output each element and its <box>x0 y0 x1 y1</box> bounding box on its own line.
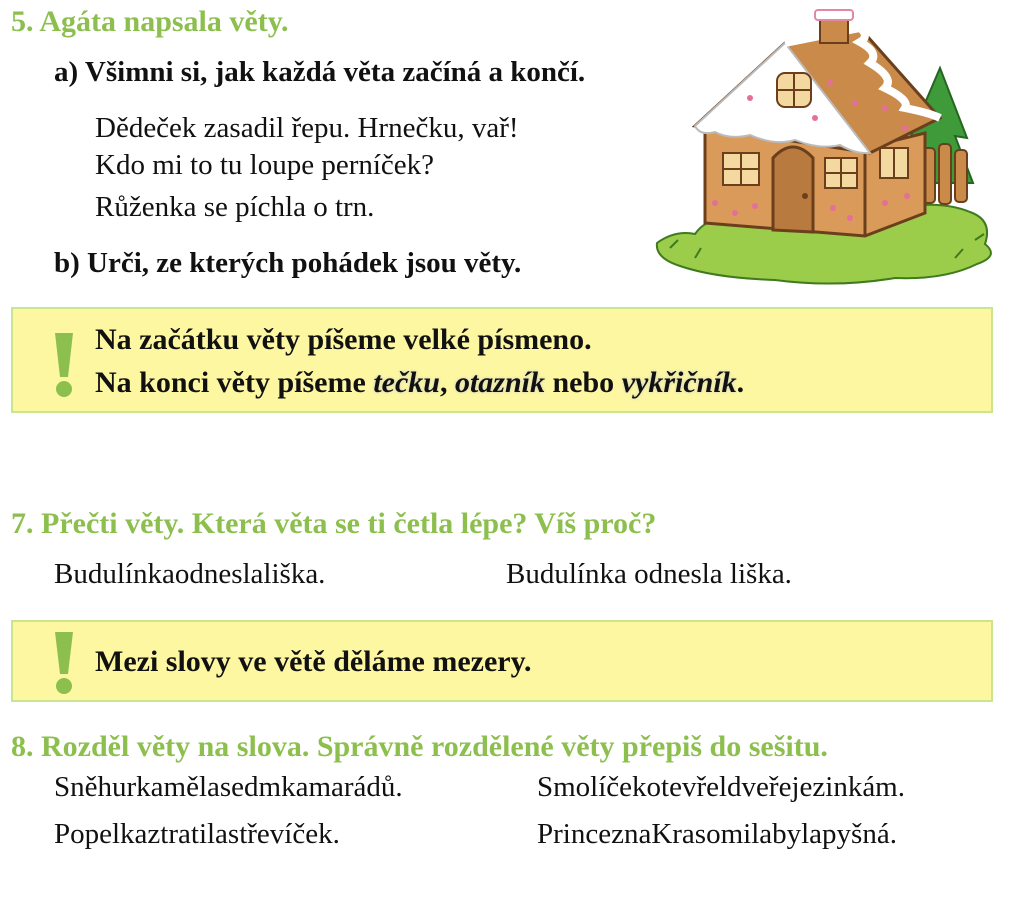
emphasized-word: vykřičník <box>621 366 737 399</box>
rule-text-part: . <box>736 366 745 399</box>
task-b <box>54 246 521 280</box>
rule-box <box>11 307 993 413</box>
rule-text-part: nebo <box>545 366 622 399</box>
task-a <box>54 55 585 89</box>
task-label: b) <box>54 247 80 279</box>
exclamation-icon <box>51 331 77 399</box>
exercise-7-heading <box>11 507 656 541</box>
sentence-row2-right: PrinceznaKrasomilabylapyšná. <box>537 818 897 850</box>
sentence-line-1: Dědeček zasadil řepu. Hrnečku, vař! <box>95 112 519 144</box>
rule-line-1: Na začátku věty píšeme velké písmeno. <box>95 323 592 356</box>
sentence-row1-left: Sněhurkamělasedmkamarádů. <box>54 771 403 803</box>
sentence-line-3: Růženka se píchla o trn. <box>95 191 375 223</box>
emphasized-word: otazník <box>454 366 545 399</box>
exercise-number: 8. <box>11 730 34 763</box>
rule-text-part: Na konci věty píšeme <box>95 366 374 399</box>
emphasized-word: tečku <box>373 366 440 399</box>
exercise-title: Přečti věty. Která věta se ti četla lépe? Víš proč? <box>41 507 657 540</box>
rule-line-2 <box>95 362 744 404</box>
exercise-title: Rozděl věty na slova. Správně rozdělené věty přepiš do sešitu. <box>41 730 828 763</box>
exercise-title: Agáta napsala věty. <box>39 5 289 38</box>
task-text: Všimni si, jak každá věta začíná a končí. <box>84 56 586 88</box>
rule-box <box>11 620 993 702</box>
exercise-5-heading <box>11 5 289 39</box>
task-label: a) <box>54 56 79 88</box>
task-text: Urči, ze kterých pohádek jsou věty. <box>87 247 522 279</box>
exercise-8-heading <box>11 730 828 764</box>
sentence-line-2: Kdo mi to tu loupe perníček? <box>95 149 435 181</box>
exclamation-icon <box>51 630 77 696</box>
sentence-row1-right: Smolíčekotevřeldveřejezinkám. <box>537 771 905 803</box>
sentence-with-spaces: Budulínka odnesla liška. <box>506 558 792 590</box>
exercise-number: 5. <box>11 5 34 38</box>
rule-line-1: Mezi slovy ve větě děláme mezery. <box>95 645 532 678</box>
sentence-without-spaces: Budulínkaodneslališka. <box>54 558 326 590</box>
rule-text-part: , <box>439 366 455 399</box>
exercise-number: 7. <box>11 507 34 540</box>
sentence-row2-left: Popelkaztratilastřevíček. <box>54 818 340 850</box>
gingerbread-house-illustration <box>655 8 1000 288</box>
